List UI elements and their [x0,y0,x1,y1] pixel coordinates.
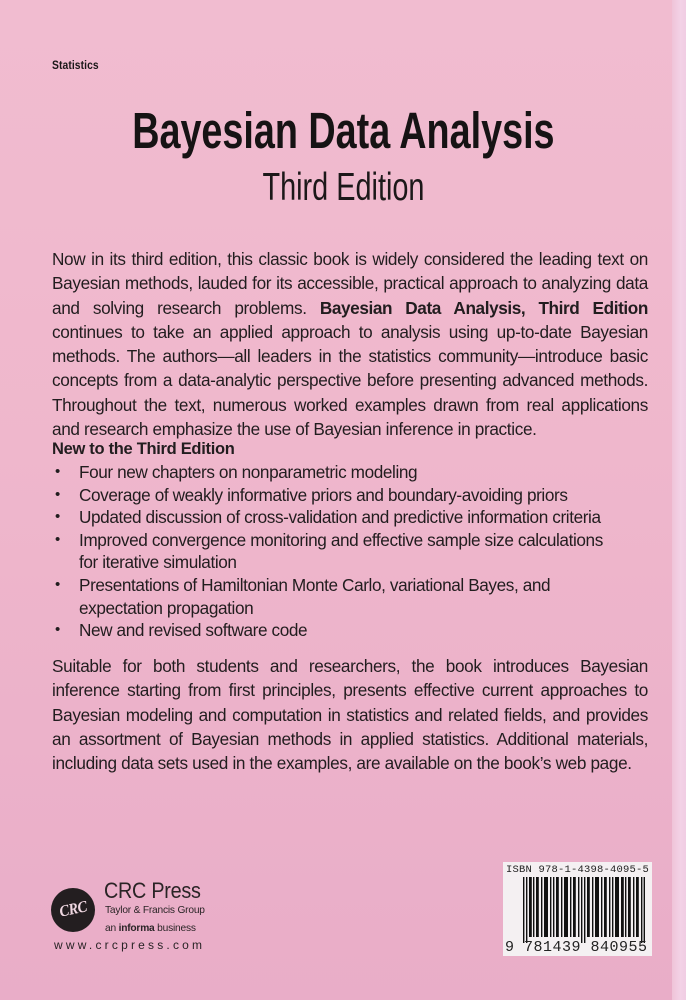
title-emphasis: Bayesian Data Analysis, Third Edition [319,297,648,318]
publisher-group: Taylor & Francis Group [105,905,205,916]
new-edition-list [52,461,652,642]
list-item: • Presentations of Hamiltonian Monte Carlo, variational Bayes, and expectation propagation [52,574,559,619]
isbn-label: ISBN 978-1-4398-4095-5 [505,864,650,876]
description-paragraph-2: Suitable for both students and researchers, the book introduces Bayesian inference starting from first principles, presents effective current approaches to Bayesian modeling and computation in statistics and related fields, and provides an assortment of Bayesian methods in applied statistics. Additional materials, including data sets used in the examples, are available on the book’s web page. [52,656,648,774]
publisher-business: an informa business [105,923,196,934]
category-label: Statistics [52,58,99,72]
publisher-name: CRC Press [104,878,201,903]
book-subtitle: Third Edition [261,166,425,209]
list-item: • New and revised software code [52,619,652,642]
book-title: Bayesian Data Analysis [131,102,555,159]
barcode-digits: 9 781439 840955 [505,939,648,956]
list-item: • Updated discussion of cross-validation and predictive information criteria [52,506,652,529]
crc-logo-icon: CRC [51,888,95,932]
list-item: • Four new chapters on nonparametric modeling [52,461,652,484]
list-item: • Coverage of weakly informative priors and boundary-avoiding priors [52,484,652,507]
description-paragraph-1: Now in its third edition, this classic book is widely considered the leading text on Bayesian methods, lauded for its accessible, practical approach to analyzing data and solving research problems. Bayesian Data Analysis, Third Edition continues to take an applied approach to analysis using up-to-date Bayesian methods. The authors—all leaders in the statistics community—introduce basic concepts from a data-analytic perspective before presenting advanced methods. Throughout the text, numerous worked examples drawn from real applications and research emphasize the use of Bayesian inference in practice. [52,249,648,440]
isbn-barcode [503,862,652,956]
publisher-url: www.crcpress.com [54,938,206,952]
barcode-bars-icon [523,877,645,943]
list-item: • Improved convergence monitoring and effective sample size calculations for iterative simulation [52,529,619,574]
new-edition-heading: New to the Third Edition [52,440,235,458]
